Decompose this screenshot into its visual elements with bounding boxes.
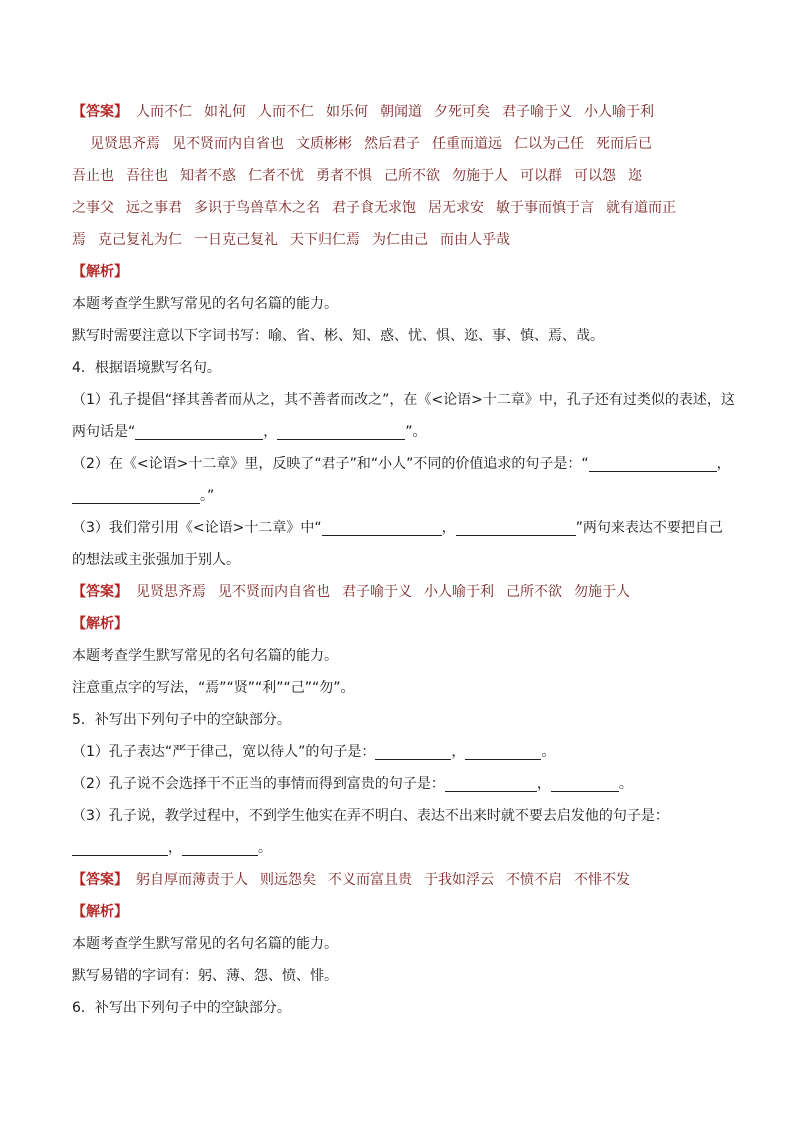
text-span: ， bbox=[716, 456, 731, 472]
answer-blank[interactable] bbox=[589, 453, 717, 472]
question-text bbox=[72, 768, 724, 800]
answer-segment: 小人喻于利 bbox=[584, 104, 654, 120]
answer-segment: 吾止也 bbox=[72, 168, 114, 184]
answer-segment: 不悱不发 bbox=[574, 872, 630, 888]
answer-segment: 不愤不启 bbox=[506, 872, 562, 888]
answer-segment: 而由人乎哉 bbox=[440, 232, 510, 248]
q5-answer-line bbox=[72, 864, 724, 896]
answer-blank[interactable] bbox=[375, 741, 451, 760]
q3-answer-line-2 bbox=[72, 128, 724, 160]
text-span: 。 bbox=[618, 776, 633, 792]
text-span: （1）孔子表达“严于律己，宽以待人”的句子是： bbox=[72, 744, 376, 760]
q3-answer-line-3 bbox=[72, 160, 724, 192]
answer-segment: 见不贤而内自省也 bbox=[172, 136, 284, 152]
answer-segment: 迩 bbox=[628, 168, 642, 184]
answer-segment: 知者不惑 bbox=[180, 168, 236, 184]
answer-blank[interactable] bbox=[135, 421, 263, 440]
answer-segment: 君子喻于义 bbox=[502, 104, 572, 120]
answer-segment: 敏于事而慎于言 bbox=[496, 200, 594, 216]
analysis-text: 本题考查学生默写常见的名句名篇的能力。 bbox=[72, 296, 338, 312]
text-span: 。” bbox=[200, 488, 215, 504]
answer-segment: 不义而富且贵 bbox=[328, 872, 412, 888]
question-text bbox=[72, 480, 724, 512]
answer-blank[interactable] bbox=[445, 773, 537, 792]
answer-segment: 为仁由己 bbox=[372, 232, 428, 248]
answer-segment: 勿施于人 bbox=[452, 168, 508, 184]
analysis-label-line bbox=[72, 256, 724, 288]
answer-segment: 任重而道远 bbox=[432, 136, 502, 152]
answer-segment: 夕死可矣 bbox=[434, 104, 490, 120]
analysis-text: 注意重点字的写法，“焉”“贤”“利”“己”“勿”。 bbox=[72, 680, 355, 696]
q3-answer-line-5 bbox=[72, 224, 724, 256]
question-text: 的想法或主张强加于别人。 bbox=[72, 552, 240, 568]
answer-segment: 一日克己复礼 bbox=[194, 232, 278, 248]
analysis-label: 【解析】 bbox=[72, 904, 128, 920]
answer-segment: 躬自厚而薄责于人 bbox=[136, 872, 248, 888]
question-text bbox=[72, 416, 724, 448]
text-span: ， bbox=[263, 424, 278, 440]
answer-segment: 见贤思齐焉 bbox=[136, 584, 206, 600]
answer-segment: 焉 bbox=[72, 232, 86, 248]
text-span: 。 bbox=[258, 840, 272, 856]
answer-segment: 己所不欲 bbox=[506, 584, 562, 600]
answer-segment: 可以群 bbox=[520, 168, 562, 184]
answer-label: 【答案】 bbox=[72, 104, 128, 120]
answer-segment: 勇者不惧 bbox=[316, 168, 372, 184]
answer-blank[interactable] bbox=[465, 741, 541, 760]
analysis-text: 默写时需要注意以下字词书写：喻、省、彬、知、惑、忧、惧、迩、事、慎、焉、哉。 bbox=[72, 328, 604, 344]
answer-segment: 见不贤而内自省也 bbox=[218, 584, 330, 600]
answer-blank[interactable] bbox=[182, 837, 258, 856]
question-title: 4．根据语境默写名句。 bbox=[72, 360, 221, 376]
answer-segment: 仁者不忧 bbox=[248, 168, 304, 184]
answer-blank[interactable] bbox=[72, 837, 168, 856]
answer-blank[interactable] bbox=[456, 517, 576, 536]
analysis-text: 本题考查学生默写常见的名句名篇的能力。 bbox=[72, 936, 338, 952]
analysis-label-line bbox=[72, 896, 724, 928]
answer-segment: 之事父 bbox=[72, 200, 114, 216]
answer-segment: 如礼何 bbox=[204, 104, 246, 120]
answer-segment: 君子食无求饱 bbox=[332, 200, 416, 216]
answer-segment: 勿施于人 bbox=[574, 584, 630, 600]
answer-segment: 死而后已 bbox=[596, 136, 652, 152]
question-text bbox=[72, 448, 731, 480]
text-span: ， bbox=[441, 520, 456, 536]
text-span: （3）我们常引用《<论语>十二章》中“ bbox=[72, 520, 322, 536]
question-text bbox=[72, 832, 724, 864]
q4-answer-line bbox=[72, 576, 724, 608]
answer-blank[interactable] bbox=[322, 517, 442, 536]
question-text: （1）孔子提倡“择其善者而从之，其不善者而改之”，在《<论语>十二章》中，孔子还有过类似的表述，这 bbox=[72, 392, 735, 408]
answer-blank[interactable] bbox=[551, 773, 619, 792]
answer-segment: 居无求安 bbox=[428, 200, 484, 216]
answer-segment: 天下归仁焉 bbox=[290, 232, 360, 248]
answer-segment: 君子喻于义 bbox=[342, 584, 412, 600]
answer-segment: 吾往也 bbox=[126, 168, 168, 184]
answer-blank[interactable] bbox=[277, 421, 405, 440]
answer-segment: 克己复礼为仁 bbox=[98, 232, 182, 248]
analysis-label: 【解析】 bbox=[72, 616, 128, 632]
text-span: ， bbox=[451, 744, 466, 760]
answer-label: 【答案】 bbox=[72, 584, 128, 600]
answer-segment: 见贤思齐焉 bbox=[90, 136, 160, 152]
text-span: ”。 bbox=[405, 424, 427, 440]
analysis-label-line bbox=[72, 608, 724, 640]
answer-segment: 则远怨矣 bbox=[260, 872, 316, 888]
answer-segment: 如乐何 bbox=[326, 104, 368, 120]
analysis-text: 默写易错的字词有：躬、薄、怨、愤、悱。 bbox=[72, 968, 338, 984]
question-text: （3）孔子说，教学过程中，不到学生他实在弄不明白、表达不出来时就不要去启发他的句子是： bbox=[72, 808, 669, 824]
text-span: ， bbox=[168, 840, 182, 856]
analysis-text: 本题考查学生默写常见的名句名篇的能力。 bbox=[72, 648, 338, 664]
answer-segment: 可以怨 bbox=[574, 168, 616, 184]
text-span: （2）在《<论语>十二章》里，反映了“君子”和“小人”不同的价值追求的句子是：“ bbox=[72, 456, 589, 472]
document-page bbox=[72, 96, 735, 1024]
q3-answer-line-1 bbox=[72, 96, 724, 128]
question-text bbox=[72, 736, 724, 768]
text-span: （2）孔子说不会选择干不正当的事情而得到富贵的句子是： bbox=[72, 776, 445, 792]
q3-answer-line-4 bbox=[72, 192, 724, 224]
answer-segment: 人而不仁 bbox=[258, 104, 314, 120]
answer-segment: 就有道而正 bbox=[606, 200, 676, 216]
answer-segment: 然后君子 bbox=[364, 136, 420, 152]
question-title: 5．补写出下列句子中的空缺部分。 bbox=[72, 712, 291, 728]
question-title: 6．补写出下列句子中的空缺部分。 bbox=[72, 1000, 291, 1016]
answer-blank[interactable] bbox=[72, 485, 200, 504]
question-text bbox=[72, 512, 724, 544]
text-span: ”两句来表达不要把自己 bbox=[575, 520, 723, 536]
answer-segment: 文质彬彬 bbox=[296, 136, 352, 152]
analysis-label: 【解析】 bbox=[72, 264, 128, 280]
text-span: 。 bbox=[541, 744, 556, 760]
answer-segment: 于我如浮云 bbox=[424, 872, 494, 888]
answer-segment: 人而不仁 bbox=[136, 104, 192, 120]
text-span: ， bbox=[536, 776, 551, 792]
text-span: 两句话是“ bbox=[72, 424, 136, 440]
answer-segment: 仁以为己任 bbox=[514, 136, 584, 152]
answer-segment: 多识于鸟兽草木之名 bbox=[194, 200, 320, 216]
answer-segment: 小人喻于利 bbox=[424, 584, 494, 600]
answer-segment: 己所不欲 bbox=[384, 168, 440, 184]
answer-label: 【答案】 bbox=[72, 872, 128, 888]
answer-segment: 朝闻道 bbox=[380, 104, 422, 120]
answer-segment: 远之事君 bbox=[126, 200, 182, 216]
